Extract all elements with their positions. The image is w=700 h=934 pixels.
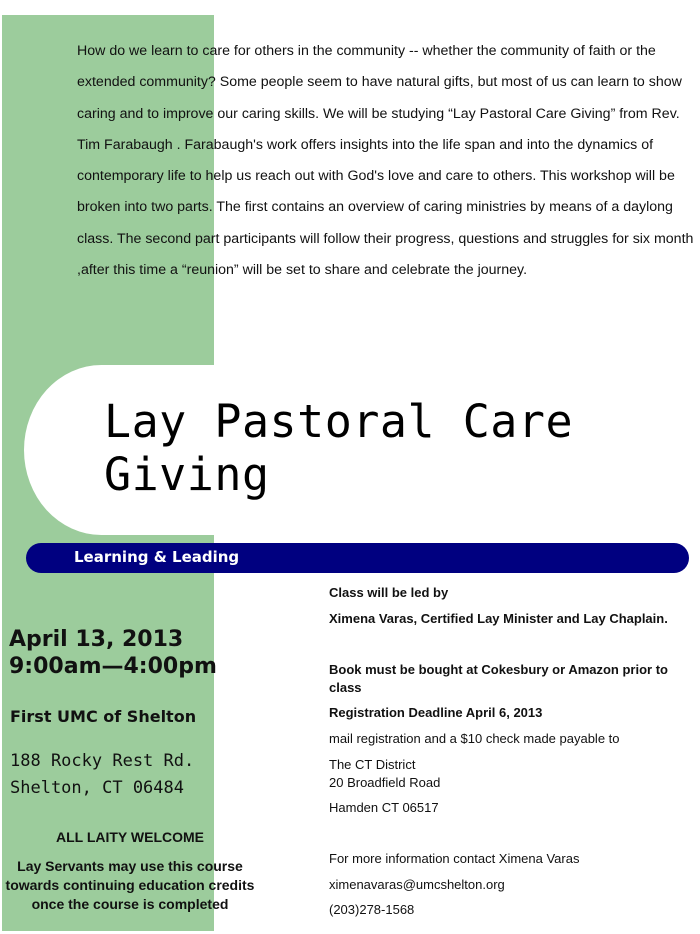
book-note <box>329 661 668 697</box>
credits-note <box>0 857 260 914</box>
address-line-1: 188 Rocky Rest Rd. <box>10 751 195 771</box>
banner-label: Learning & Leading <box>74 548 240 566</box>
led-by-label: Class will be led by <box>329 585 449 600</box>
title-line-2: Giving <box>104 448 270 501</box>
registration-deadline: Registration Deadline April 6, 2013 <box>329 705 543 720</box>
payee-street: 20 Broadfield Road <box>329 775 441 790</box>
book-line-1: Book must be bought at Cokesbury or Amazon prior to <box>329 662 668 677</box>
mail-instructions: mail registration and a $10 check made payable to <box>329 731 620 746</box>
payee-name: The CT District <box>329 757 416 772</box>
payee-city: Hamden CT 06517 <box>329 800 439 815</box>
credits-line-3: once the course is completed <box>31 896 229 912</box>
event-date: April 13, 2013 <box>9 627 184 652</box>
title-line-1: Lay Pastoral Care <box>104 395 574 448</box>
address-line-2: Shelton, CT 06484 <box>10 778 184 798</box>
welcome-note: ALL LAITY WELCOME <box>55 829 205 845</box>
page-title <box>104 395 573 501</box>
event-time: 9:00am—4:00pm <box>9 654 217 679</box>
contact-label: For more information contact Ximena Varas <box>329 851 580 866</box>
payee-address <box>329 756 440 792</box>
banner-bar <box>26 543 689 573</box>
credits-line-2: towards continuing education credits <box>5 877 255 893</box>
leader-name: Ximena Varas, Certified Lay Minister and Lay Chaplain. <box>329 611 668 626</box>
event-address <box>10 748 194 802</box>
book-line-2: class <box>329 680 362 695</box>
contact-phone: (203)278-1568 <box>329 902 415 917</box>
contact-email[interactable]: ximenavaras@umcshelton.org <box>329 877 505 892</box>
credits-line-1: Lay Servants may use this course <box>17 858 243 874</box>
intro-paragraph: How do we learn to care for others in the community -- whether the community of faith or the extended community? Some people seem to have natural gifts, but most of us can learn to show caring and to improve our caring skills. We will be studying “Lay Pastoral Care Giving” from Rev. Tim Farabaugh . Farabaugh's work offers insights into the life span and into the dynamics of contemporary life to help us reach out with God's love and care to others. This workshop will be broken into two parts. The first contains an overview of caring ministries by means of a daylong class. The second part participants will follow their progress, questions and struggles for six month ,after this time a “reunion” will be set to share and celebrate the journey. <box>77 43 694 279</box>
event-venue: First UMC of Shelton <box>10 707 197 726</box>
event-datetime <box>9 626 217 680</box>
